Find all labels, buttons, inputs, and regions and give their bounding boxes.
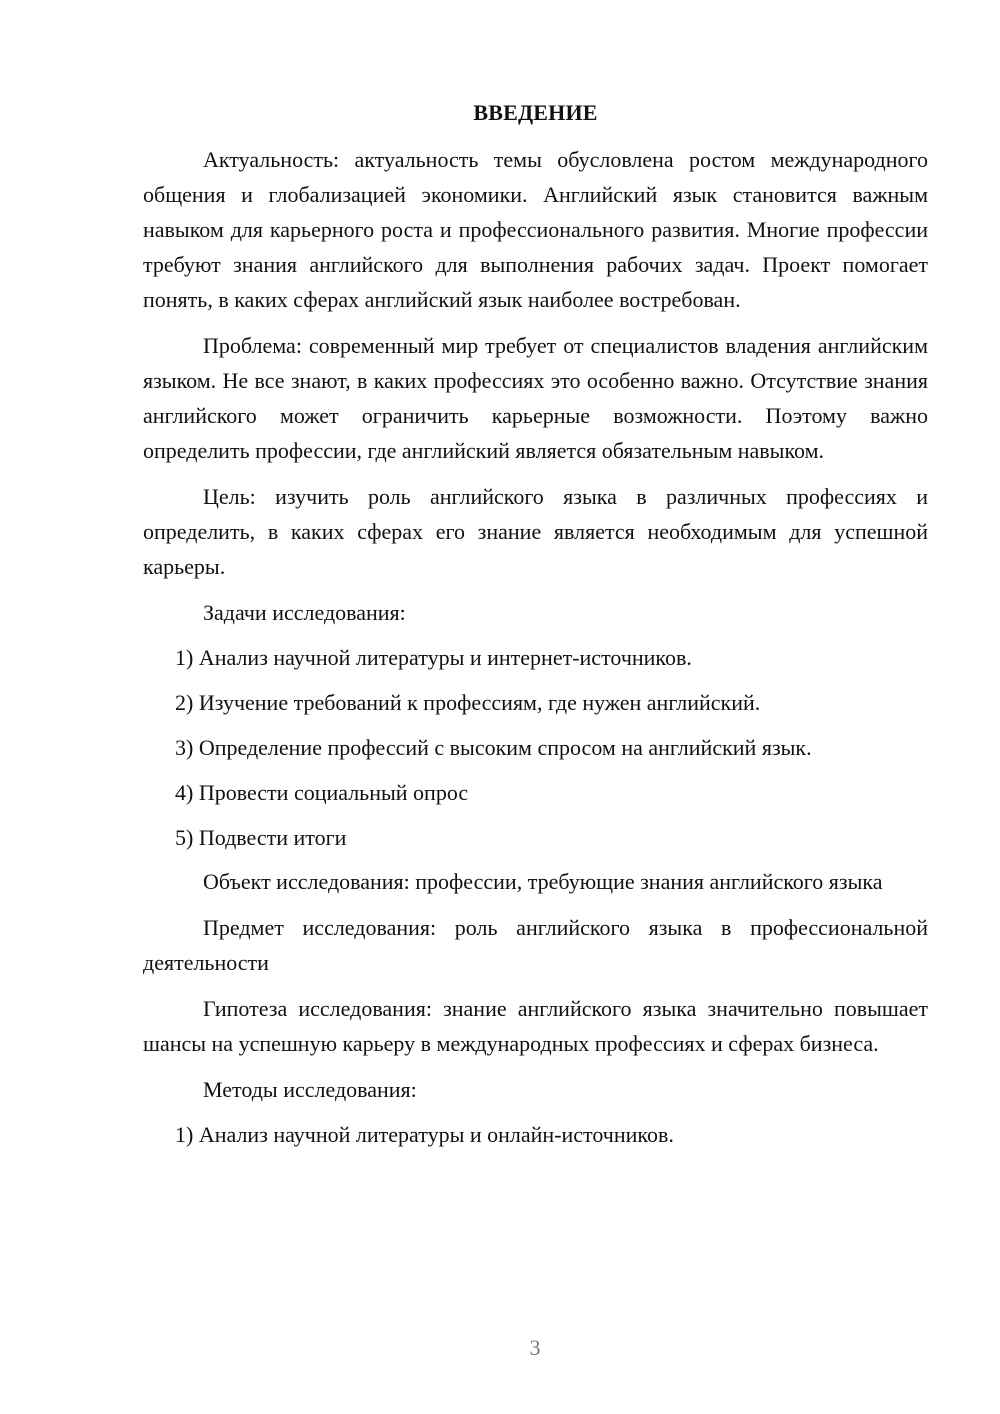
section-title: ВВЕДЕНИЕ — [473, 100, 598, 125]
problem-paragraph: Проблема: современный мир требует от специалистов владения английским языком. Не все знают, в каких профессиях это особенно важно. Отсутствие знания английского может ограничить карьерные возможности. Поэтому важно определить профессии, где английский является обязательным навыком. — [143, 333, 928, 463]
task-item: 3) Определение профессий с высоким спросом на английский язык. — [175, 735, 812, 760]
methods-heading: Методы исследования: — [203, 1077, 417, 1102]
relevance-paragraph: Актуальность: актуальность темы обусловлена ростом международного общения и глобализацией экономики. Английский язык становится важным навыком для карьерного роста и профессионального развития. Многие профессии требуют знания английского для выполнения рабочих задач. Проект помогает понять, в каких сферах английский язык наиболее востребован. — [143, 147, 928, 312]
method-item: 1) Анализ научной литературы и онлайн-источников. — [175, 1122, 674, 1147]
page-content — [143, 95, 928, 1152]
research-object-paragraph: Объект исследования: профессии, требующие знания английского языка — [203, 869, 883, 894]
task-item: 4) Провести социальный опрос — [175, 780, 469, 805]
task-item: 2) Изучение требований к профессиям, где нужен английский. — [175, 690, 761, 715]
goal-paragraph: Цель: изучить роль английского языка в различных профессиях и определить, в каких сферах его знание является необходимым для успешной карьеры. — [143, 484, 928, 579]
research-subject-paragraph: Предмет исследования: роль английского языка в профессиональной деятельности — [143, 915, 928, 975]
hypothesis-paragraph: Гипотеза исследования: знание английского языка значительно повышает шансы на успешную карьеру в международных профессиях и сферах бизнеса. — [143, 996, 928, 1056]
task-item: 1) Анализ научной литературы и интернет-источников. — [175, 645, 692, 670]
page-number: 3 — [529, 1335, 541, 1360]
tasks-heading: Задачи исследования: — [203, 600, 406, 625]
task-item: 5) Подвести итоги — [175, 825, 347, 850]
